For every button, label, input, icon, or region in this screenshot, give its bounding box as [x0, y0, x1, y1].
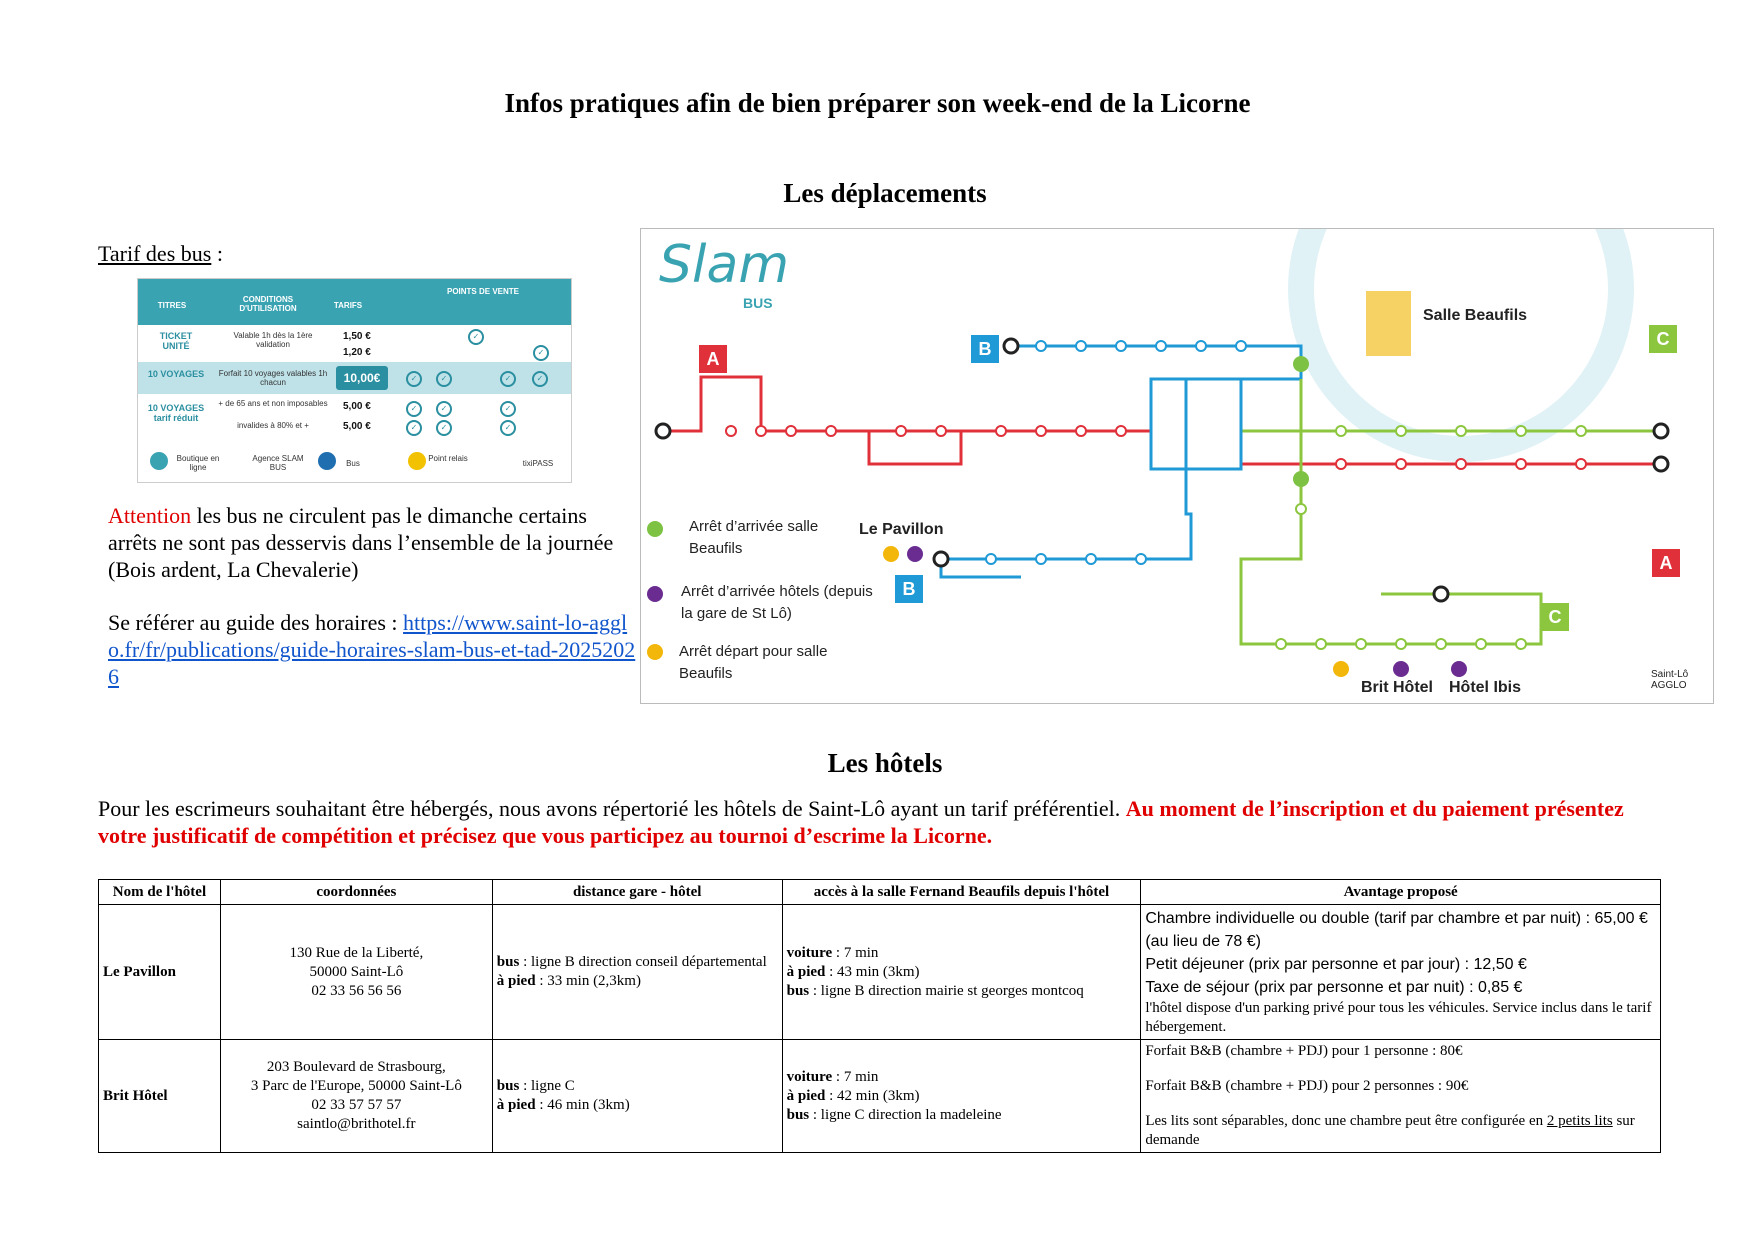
check-icon: ✓: [406, 371, 422, 387]
coords-line: 130 Rue de la Liberté,: [289, 944, 424, 961]
guide-prefix: Se référer au guide des horaires :: [108, 610, 404, 635]
acces-line: voiture : 7 min: [786, 1068, 879, 1085]
map-lines: [641, 229, 1713, 703]
notice-text: les bus ne circulent pas le dimanche certains arrêts ne sont pas desservis dans l’ensemble de la journée (Bois ardent, La Chevalerie): [108, 503, 614, 582]
tarif-colon: :: [211, 241, 223, 266]
brit-label: Brit Hôtel: [1361, 679, 1433, 696]
tarif-col-tarifs: TARIFS: [333, 301, 363, 310]
tarif-label-row: [98, 240, 223, 267]
col-avantage: Avantage proposé: [1141, 880, 1661, 905]
coords-line: 203 Boulevard de Strasbourg,: [266, 1059, 446, 1075]
notice-paragraph: [108, 502, 638, 583]
tarif-row2-cond: Forfait 10 voyages valables 1h chacun: [218, 369, 328, 387]
section-hotels-heading: Les hôtels: [827, 748, 943, 778]
check-icon: ✓: [436, 401, 452, 417]
table-row: [99, 905, 1661, 1040]
distance-line: bus : ligne B direction conseil départemental: [496, 954, 767, 970]
avantage-line: Chambre individuelle ou double (tarif par chambre et par nuit) : 65,00 € (au lieu de 78 €): [1145, 910, 1648, 950]
hotel-acces: [782, 1040, 1141, 1153]
avantage-line: Forfait B&B (chambre + PDJ) pour 1 personne : 80€: [1145, 1043, 1463, 1059]
tarif-col-points: POINTS DE VENTE: [446, 287, 519, 296]
salle-beaufils-box: [1366, 291, 1411, 356]
arrival-salle-dot: [1293, 471, 1309, 487]
line-a-branch: [869, 431, 961, 464]
legend-orange-dot: [647, 644, 663, 660]
distance-line: à pied : 33 min (2,3km): [496, 973, 641, 989]
coords-line: 02 33 56 56 56: [311, 982, 402, 999]
acces-line: voiture : 7 min: [786, 944, 879, 961]
online-shop-icon: [150, 452, 168, 470]
check-icon: ✓: [500, 371, 516, 387]
guide-paragraph: [108, 609, 638, 690]
salle-beaufils-label: Salle Beaufils: [1423, 307, 1528, 324]
coords-email: saintlo@brithotel.fr: [297, 1116, 416, 1132]
tarif-row3-price2: 5,00 €: [343, 421, 371, 432]
bus-network-map: [640, 228, 1714, 704]
hotels-table: [98, 879, 1661, 1153]
distance-line: à pied : 46 min (3km): [496, 1097, 630, 1113]
legend-orange-text: Arrêt départ pour salle Beaufils: [679, 643, 828, 682]
brit-purple-dot: [1393, 661, 1409, 677]
avantage-note: l'hôtel dispose d'un parking privé pour tous les véhicules. Service inclus dans le tarif hébergement.: [1145, 1000, 1652, 1035]
attention-label: Attention: [108, 503, 192, 528]
check-icon: ✓: [532, 371, 548, 387]
line-a-badge-end: A: [1652, 549, 1680, 577]
hotel-coords: [220, 905, 492, 1040]
beds-option: 2 petits lits: [1546, 1113, 1613, 1129]
check-icon: ✓: [436, 420, 452, 436]
hotel-coords: [220, 1040, 492, 1153]
gare-box: [1151, 379, 1241, 469]
line-a-badge: A: [699, 345, 727, 373]
tarif-legend-relais: Point relais: [428, 454, 468, 463]
avantage-line: Forfait B&B (chambre + PDJ) pour 2 personnes : 90€: [1145, 1078, 1469, 1094]
avantage-line: Taxe de séjour (prix par personne et par nuit) : 0,85 €: [1145, 979, 1523, 996]
legend-green-text: Arrêt d’arrivée salle Beaufils: [689, 518, 819, 557]
hotel-avantage: [1141, 1040, 1661, 1153]
tarif-row1-price2: 1,20 €: [343, 347, 371, 358]
line-c-badge-end: C: [1541, 603, 1569, 631]
tarif-label: Tarif des bus: [98, 241, 212, 266]
tarif-legend-bus: Bus: [346, 459, 360, 468]
table-header-row: [99, 880, 1661, 905]
hotels-intro: [98, 795, 1668, 849]
coords-line: 3 Parc de l'Europe, 50000 Saint-Lô: [250, 1078, 462, 1094]
tarif-legend-tixipass: tixiPASS: [522, 459, 554, 468]
check-icon: ✓: [406, 420, 422, 436]
ibis-purple-dot: [1451, 661, 1467, 677]
col-acces: accès à la salle Fernand Beaufils depuis l'hôtel: [782, 880, 1141, 905]
relay-point-icon: [408, 452, 426, 470]
legend-green-dot: [647, 521, 663, 537]
agglo-logo: Saint-Lô AGGLO: [1651, 669, 1689, 691]
hotel-distance: [492, 1040, 782, 1153]
table-row: [99, 1040, 1661, 1153]
tarif-row3-price1: 5,00 €: [343, 401, 371, 412]
hotel-avantage: [1141, 905, 1661, 1040]
tarif-row3-cond2: invalides à 80% et +: [237, 421, 309, 430]
legend-purple-text: Arrêt d’arrivée hôtels (depuis la gare de St Lô): [681, 583, 873, 622]
pavillon-orange-dot: [883, 546, 899, 562]
tarif-col-titres: TITRES: [157, 301, 187, 310]
check-icon: ✓: [436, 371, 452, 387]
guide-link[interactable]: https://www.saint-lo-agglo.fr/fr/publications/guide-horaires-slam-bus-et-tad-20252026: [108, 610, 636, 689]
acces-line: à pied : 42 min (3km): [786, 1087, 920, 1104]
slam-logo-sub: BUS: [743, 295, 773, 311]
tarif-legend-online: Boutique en ligne: [176, 454, 220, 472]
line-b-stops: [986, 341, 1246, 564]
page-title: Infos pratiques afin de bien préparer son week-end de la Licorne: [504, 88, 1251, 118]
pavillon-purple-dot: [907, 546, 923, 562]
brit-orange-dot: [1333, 661, 1349, 677]
check-icon: ✓: [406, 401, 422, 417]
hotels-intro-text: Pour les escrimeurs souhaitant être hébergés, nous avons répertorié les hôtels de Saint-Lô ayant un tarif préférentiel.: [98, 796, 1126, 821]
hotel-distance: [492, 905, 782, 1040]
acces-line: bus : ligne B direction mairie st georges montcoq: [786, 982, 1084, 999]
distance-line: bus : ligne C: [496, 1078, 575, 1094]
tarif-row3-title: 10 VOYAGES tarif réduit: [147, 403, 205, 423]
hotels-intro-warning: Au moment de l’inscription et du paiement présentez votre justificatif de compétition et précisez que vous participez au tournoi d’escrime la Licorne.: [98, 796, 1624, 848]
bus-icon: [318, 452, 336, 470]
line-c-badge: C: [1649, 325, 1677, 353]
ibis-label: Hôtel Ibis: [1449, 679, 1522, 696]
tarif-row3-cond1: + de 65 ans et non imposables: [218, 399, 328, 408]
line-b-path: [941, 346, 1301, 577]
acces-line: bus : ligne C direction la madeleine: [786, 1106, 1002, 1123]
line-b-badge-end: B: [895, 575, 923, 603]
avantage-line: Petit déjeuner (prix par personne et par jour) : 12,50 €: [1145, 956, 1527, 973]
pavillon-label: Le Pavillon: [859, 521, 944, 538]
check-icon: ✓: [500, 401, 516, 417]
slam-logo: Slam: [659, 235, 789, 295]
tarif-legend-agence: Agence SLAM BUS: [252, 454, 304, 472]
avantage-note: Les lits sont séparables, donc une chambre peut être configurée en 2 petits lits sur demande: [1145, 1113, 1635, 1148]
hotel-name: Brit Hôtel: [99, 1040, 221, 1153]
arrival-salle-dot: [1293, 356, 1309, 372]
check-icon: ✓: [468, 329, 484, 345]
check-icon: ✓: [500, 420, 516, 436]
acces-line: à pied : 43 min (3km): [786, 963, 920, 980]
tarif-table: [137, 278, 572, 483]
coords-line: 02 33 57 57 57: [311, 1097, 402, 1113]
col-distance: distance gare - hôtel: [492, 880, 782, 905]
tarif-row2-title: 10 VOYAGES: [147, 369, 205, 379]
map-background-swirl: [1301, 229, 1621, 449]
tarif-row2-price: 10,00€: [336, 366, 388, 390]
hotel-name: Le Pavillon: [99, 905, 221, 1040]
tarif-row1-price1: 1,50 €: [343, 331, 371, 342]
tarif-row1-cond: Valable 1h dès la 1ère validation: [233, 331, 313, 349]
tarif-col-conditions: CONDITIONS D'UTILISATION: [239, 295, 297, 313]
coords-line: 50000 Saint-Lô: [309, 963, 404, 980]
legend-purple-dot: [647, 586, 663, 602]
col-hotel-name: Nom de l'hôtel: [99, 880, 221, 905]
hotel-acces: [782, 905, 1141, 1040]
section-transport-heading: Les déplacements: [783, 178, 987, 208]
tarif-row1-title: TICKET UNITÉ: [159, 331, 193, 351]
check-icon: ✓: [533, 345, 549, 361]
line-b-badge: B: [971, 335, 999, 363]
col-coordonnees: coordonnées: [220, 880, 492, 905]
